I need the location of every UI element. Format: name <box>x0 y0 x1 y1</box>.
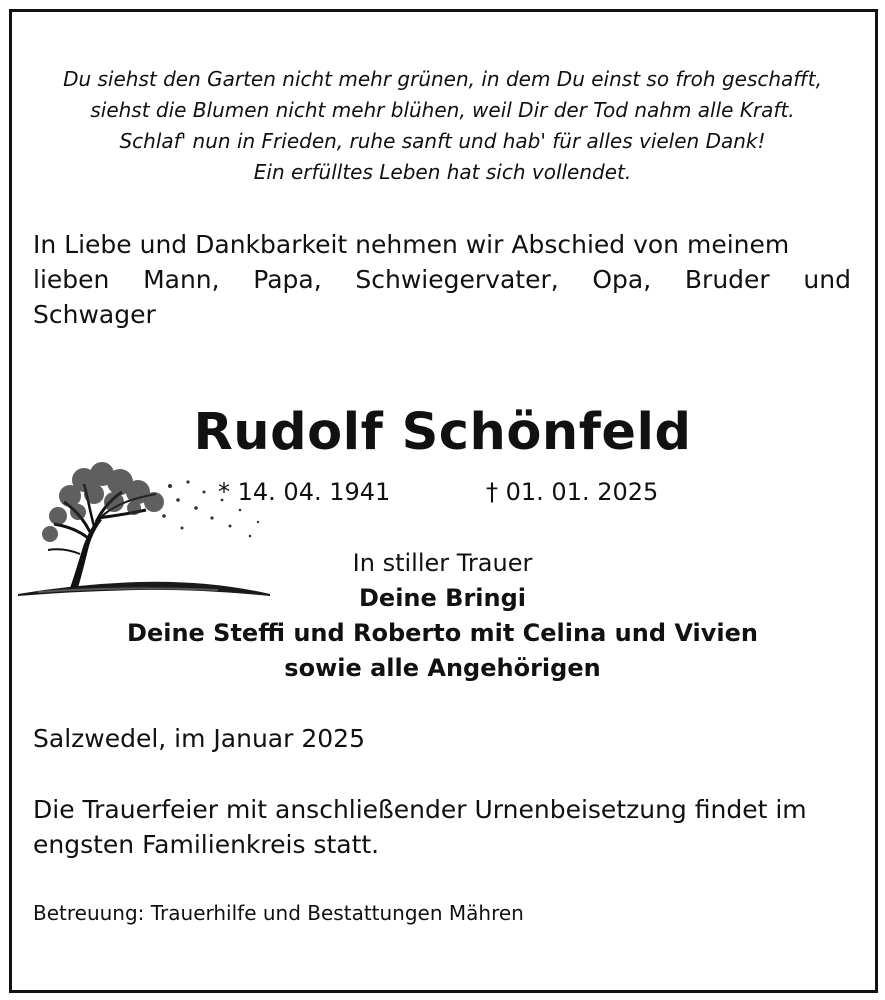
farewell-line-2 <box>33 262 851 297</box>
poem-line: Ein erfülltes Leben hat sich vollendet. <box>253 160 632 184</box>
farewell-line-1 <box>33 227 851 262</box>
farewell-word: Schwiegervater, <box>355 265 559 294</box>
deceased-name: Rudolf Schönfeld <box>193 403 692 462</box>
poem-line: siehst die Blumen nicht mehr blühen, weil Dir der Tod nahm alle Kraft. <box>90 98 795 122</box>
birth-date: * 14. 04. 1941 <box>218 478 391 506</box>
farewell-text: In Liebe und Dankbarkeit nehmen wir Abschied von meinem <box>33 230 790 259</box>
mourner-name: sowie alle Angehörigen <box>284 654 601 682</box>
farewell-word: und <box>803 265 851 294</box>
farewell-word: Mann, <box>143 265 220 294</box>
tree-branch <box>54 524 88 538</box>
poem-line: Schlaf' nun in Frieden, ruhe sanft und hab' für alles vielen Dank! <box>119 129 766 153</box>
place-and-date: Salzwedel, im Januar 2025 <box>33 724 365 753</box>
farewell-intro <box>33 227 851 332</box>
farewell-word: lieben <box>33 265 110 294</box>
farewell-word: Papa, <box>253 265 322 294</box>
mourners-block <box>0 546 885 686</box>
funeral-home-credit: Betreuung: Trauerhilfe und Bestattungen Mähren <box>33 901 524 925</box>
poem-line: Du siehst den Garten nicht mehr grünen, in dem Du einst so froh geschafft, <box>63 67 822 91</box>
mourner-name: Deine Bringi <box>359 584 526 612</box>
farewell-word: Bruder <box>684 265 770 294</box>
poem <box>0 64 885 188</box>
mourner-name: Deine Steffi und Roberto mit Celina und Vivien <box>127 619 758 647</box>
death-date: † 01. 01. 2025 <box>486 478 659 506</box>
funeral-line: engsten Familienkreis statt. <box>33 830 380 859</box>
tree-foliage <box>42 462 164 542</box>
farewell-word: Opa, <box>592 265 652 294</box>
funeral-line: Die Trauerfeier mit anschließender Urnenbeisetzung findet im <box>33 795 807 824</box>
funeral-notice <box>33 792 851 862</box>
mourning-intro: In stiller Trauer <box>352 549 533 577</box>
farewell-line-3: Schwager <box>33 300 156 329</box>
